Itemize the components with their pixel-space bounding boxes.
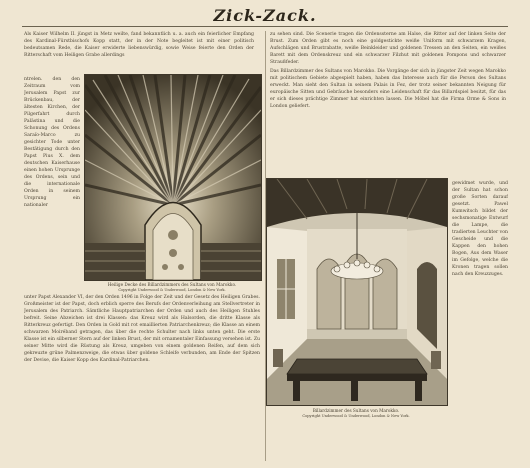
lead-paragraph: Als Kaiser Wilhelm II. jüngst in Metz weilte, fand bekanntlich u. a. auch ein feierlicher Empfang des Kardinal-Fürstbischofs Kopp statt, der in der Note begleitet ist mit einer politisch bedeutsamen Rede, die Kaiser erwiderte liebenswürdig, sowie Weise feierte den Orden der Ritterschaft vom Heiligen Grabe allerdings [24, 32, 254, 58]
billiard-room-photo [266, 178, 448, 406]
ceiling-photo-caption [84, 282, 260, 293]
left-narrow-column [24, 76, 80, 290]
left-bottom-column [24, 294, 260, 458]
ceiling-photo [84, 74, 262, 281]
ceiling-illustration [85, 75, 261, 280]
page-title: Zick-Zack. [213, 6, 317, 25]
right-top-text-2: Das Billardzimmer des Sultans von Marokko. Die Vorgänge der sich in jüngster Zeit wegen Marokko mit politischem Gebiete abgespielt haben, haben das Interesse auch für die Person des Sultans erweckt. Man sieht den Sultan in seinem Palais in Fez, der trotz seiner bekannten Neigung für europäische Sitten und Gebräuche besonders eine Leidenschaft für das Billardspiel besitzt, für das er sich dieses prächtige Zimmer hat einrichten lassen. Die Möbel hat die Firma Orme & Sons in London geliefert. [270, 69, 506, 109]
ceiling-caption-credit: Copyright Underwood & Underwood, London & New York. [118, 287, 226, 292]
billiard-room-illustration [267, 179, 447, 405]
right-top-text-1: zu sehen sind. Die Scenerie tragen die Ordenssterne am Halse, die Ritter auf der linken Seite der Brust. Zum Orden gibt es noch eine goldgestickte weiße Uniform mit schwarzem Kragen, Aufschlägen und Brustrabatte, weiße Beinkleider und goldenen Tressen an den Seiten, ein weißes Barett mit dem Ordenskreuz und ein schwarzer Filzhut mit goldenen Pompons und schwarzer Straußfeder. [270, 32, 506, 65]
ceiling-caption-text: Heilige Decke des Billardzimmers des Sultans von Marokko. [107, 282, 237, 287]
billiard-photo-caption [266, 408, 446, 419]
left-bottom-text: unter Papst Alexander VI, der den Orden 1496 in Folge der Zeit und der Gesetz des Heiligen Grabes. Großmeister ist der Papst, doch erblich sperre des Berufs der Ordenverleihung am Stellvertreter in Jerusalem des Patriarch. Sämtliche Hauptpatriarchen der Orden und auch des Heiligen Stuhles befreit. Seine Abzeichen ist drei Klassen: das Kreuz wird als Halsorden, die dritte Klasse als Ritterkreuz gefertigt. Den Orden in Gold mit rot emaillierten Patriarchenkreuz; die Klasse an einem schwarzen Moiréband getragen, das über die rechte Schulter nach links unten geht. Die erste Klasse ist ein silberner Stern auf der linken Brust, der mit ornamentaler Einfassung versehen ist. Zu seiner Mitte wird die Rüstung als Kreuz, umgeben von einem goldenen Reifen, auf dem sich gekreuzte grüne Palmenzweige, die etwas über goldene Schleife verbunden, am Ende der Spitzen der Devise, die Kaiser Kopp des Kardinal-Patriarchen. [24, 295, 260, 363]
billiard-caption-credit: Copyright Underwood & Underwood, London & New York. [302, 413, 410, 418]
title-rule [22, 26, 508, 27]
billiard-caption-text: Billardzimmer des Sultans von Marokko. [312, 408, 400, 413]
right-narrow-text: gewidmet wurde, und der Sultan hat schon große Sorten darauf gesetzt. Pawel Kumwitsch bildet der sechsmonatige Entwurf die Lampe, die tradierten Leuchter von Gescheide und die Kappen den hohen Bogen, Aus dem Waser im Gefolge, welche die Kronen tragen sollen nach den Kreuzzuges. [452, 181, 508, 277]
right-narrow-column [452, 180, 508, 458]
left-column-top-text [24, 31, 254, 75]
right-column-top [270, 31, 506, 177]
left-narrow-text: ntrelen. den den Zeitraum vom Jerusalem Papst zur Brückenbau, der ältesten Kirchen, der Pilgerfahrt durch Palästina und die Schonung des Ordens Saraïo-Marco zu gesichter Tode unter Bestätigung durch den Papst Pius X. dem deutschen Kaiserhause einen hohen Ursprunge des Ordens, sein und die internationale Orden in seinem Ursprung ein nationaler [24, 77, 80, 208]
